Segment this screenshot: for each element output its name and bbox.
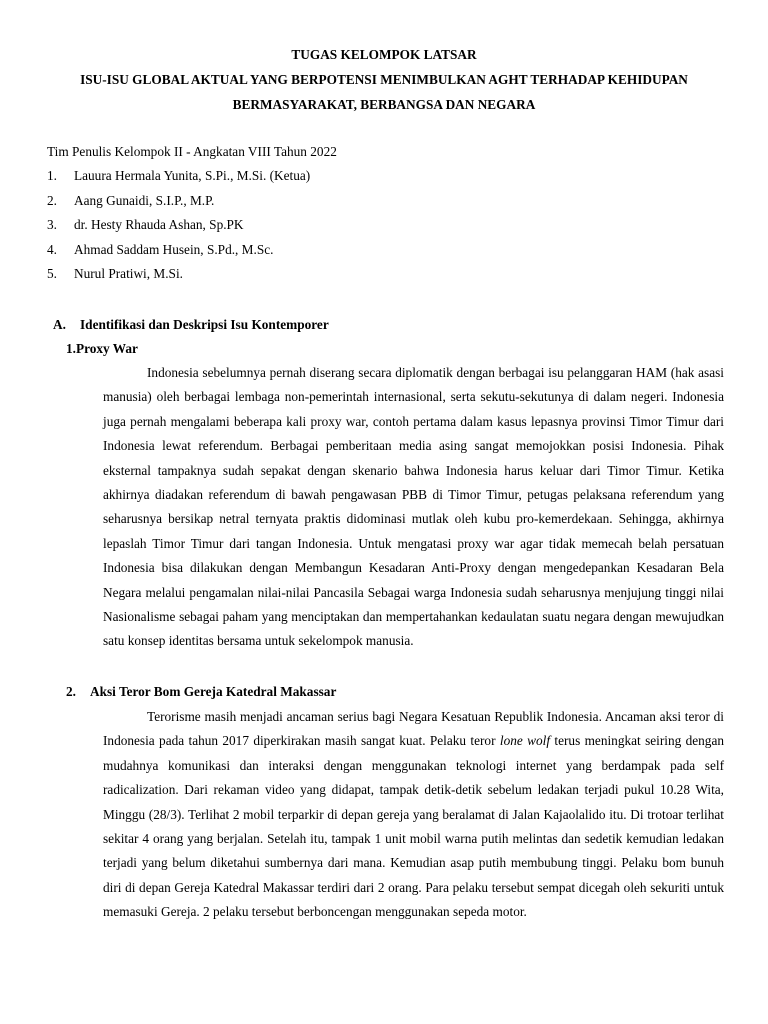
paragraph-text-end: terus meningkat seiring dengan mudahnya komunikasi dan interaksi dengan menggunakan teknologi internet yang berdampak pada self radicalization. Dari rekaman video yang didapat, tampak detik-detik sebelum ledakan terjadi pukul 10.28 Wita, Minggu (28/3). Terlihat 2 mobil terparkir di depan gereja yang beralamat di Jalan Kajaolalido itu. Di trotoar terlihat sekitar 4 orang yang berjalan. Setelah itu, tampak 1 unit mobil warna putih melintas dan sedetik kemudian ledakan terjadi yang belum diketahui sumbernya dari mana. Kemudian asap putih membubung tinggi. Pelaku bom bunuh diri di depan Gereja Katedral Makassar terdiri dari 2 orang. Para pelaku tersebut sempat dicegah oleh sekuriti untuk memasuki Gereja. 2 pelaku tersebut berboncengan menggunakan sepeda motor. (103, 733, 725, 920)
author-name: dr. Hesty Rhauda Ashan, Sp.PK (74, 217, 244, 233)
paragraph-text-start: Terorisme masih menjadi ancaman serius bagi Negara Kesatuan Republik Indonesia. Ancaman aksi teror di Indonesia pada tahun 2017 diperkirakan masih sangat kuat. Pelaku teror (103, 709, 724, 749)
italic-term: lone wolf (499, 733, 551, 749)
subsection-title: Aksi Teror Bom Gereja Katedral Makassar (90, 684, 337, 699)
author-name: Nurul Pratiwi, M.Si. (74, 265, 183, 281)
section-letter: A. (53, 317, 66, 332)
subsection-1-paragraph: Indonesia sebelumnya pernah diserang secara diplomatik dengan berbagai isu pelanggaran HAM (hak asasi manusia) oleh berbagai lembaga non-pemerintah internasional, serta sekutu-sekutunya di dalam negeri. Indonesia juga pernah mengalami beberapa kali proxy war, contoh pertama dalam kasus lepasnya provinsi Timor Timur dari Indonesia lewat referendum. Berbagai pemberitaan media asing sangat memojokkan posisi Indonesia. Pihak eksternal tampaknya sudah sepakat dengan skenario bahwa Indonesia harus keluar dari Timor Timur. Ketika akhirnya diadakan referendum di bawah pengawasan PBB di Timor Timur, petugas pelaksana referendum yang seharusnya bersikap netral ternyata praktis didominasi mutlak oleh kubu pro-kemerdekaan. Sehingga, akhirnya lepaslah Timor Timur dari tangan Indonesia. Untuk mengatasi proxy war agar tidak memecah belah persatuan Indonesia bisa dilakukan dengan Membangun Kesadaran Anti-Proxy dengan mengedepankan Kesadaran Bela Negara melalui pengamalan nilai-nilai Pancasila Sebagai warga Indonesia sudah seharusnya menjujung tinggi nilai Nasionalisme sebagai paham yang menciptakan dan mempertahankan kedaulatan suatu negara dengan mewujudkan satu konsep identitas bersama untuk sekelompok manusia. (103, 365, 724, 649)
author-name: Aang Gunaidi, S.I.P., M.P. (74, 192, 215, 208)
author-team (47, 140, 727, 286)
author-number: 5. (47, 265, 57, 281)
author-number: 2. (47, 192, 57, 208)
subsection-number: 2. (66, 684, 76, 699)
section-title: Identifikasi dan Deskripsi Isu Kontemporer (80, 317, 329, 332)
author-name: Ahmad Saddam Husein, S.Pd., M.Sc. (74, 241, 274, 257)
author-item (47, 213, 727, 237)
title-line-2: ISU-ISU GLOBAL AKTUAL YANG BERPOTENSI MENIMBULKAN AGHT TERHADAP KEHIDUPAN (80, 72, 688, 87)
subsection-1-heading: 1.Proxy War (66, 341, 138, 356)
document-title (0, 42, 768, 117)
subsection-2-paragraph (103, 705, 724, 925)
author-number: 4. (47, 241, 57, 257)
author-number: 1. (47, 168, 57, 184)
author-item (47, 238, 727, 262)
title-line-1: TUGAS KELOMPOK LATSAR (291, 47, 477, 62)
author-item (47, 189, 727, 213)
section-a-heading (53, 313, 329, 337)
subsection-2-heading (66, 680, 336, 704)
team-heading: Tim Penulis Kelompok II - Angkatan VIII Tahun 2022 (47, 144, 337, 159)
author-number: 3. (47, 217, 57, 233)
title-line-3: BERMASYARAKAT, BERBANGSA DAN NEGARA (232, 97, 536, 112)
author-name: Lauura Hermala Yunita, S.Pi., M.Si. (Ketua) (74, 168, 311, 184)
author-item (47, 262, 727, 286)
author-item (47, 164, 727, 188)
